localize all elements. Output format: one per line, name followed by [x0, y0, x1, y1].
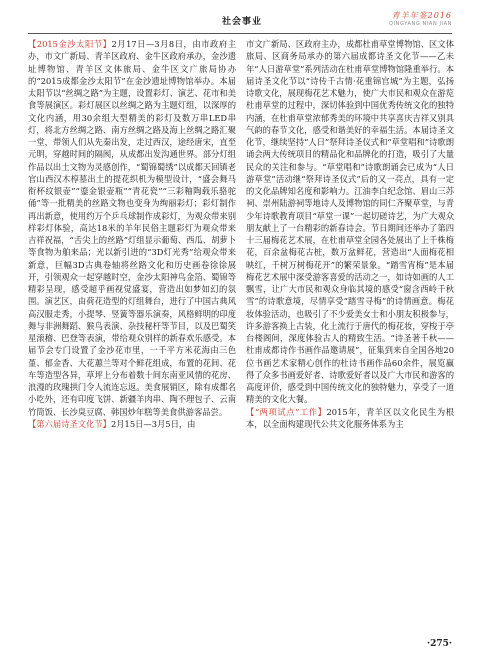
- entry-poet-sage-festival: [28, 418, 236, 430]
- entry-body: 2月17日—3月8日，由市政府主办，市文广新局、青羊区政府、金牛区政府承办，金沙遗址博物馆、青羊区文体旅局、金牛区文广旅局协办的“2015成都金沙太阳节”在金沙遗址博物馆举办。本届太阳节以“丝绸之路”为主题，设置彩灯、演艺、花市和美食等展演区。彩灯展区以丝绸之路为主题灯组，以深厚的文化内涵，用30余组大型精美的彩灯及数万串LED串灯，将北方丝绸之路、南方丝绸之路及海上丝绸之路汇聚一堂，带领人们从先秦出发，走过西汉，途经唐宋，直至元明，穿越时间的隔阂，从成都出发沟通世界。部分灯组作品以出土文物为灵感创作，“蜀锦蜀绣”以成都天回镇老官山西汉木椁墓出土的提花织机为模型设计，“盛会舞马衔杯纹银壶”“鎏金银壶瓶”“青花瓷”“三彩釉陶载乐骆驼俑”等一批精美的丝路文物也变身为绚丽彩灯；彩灯制作再出新意，使用约万个乒乓球制作成彩灯，为观众带来别样彩灯体验，高达18米的羊年民俗主题彩灯为观众带来吉祥祝福，“舌尖上的丝路”灯组显示葡萄、西瓜、胡萝卜等食物为舶来品；光以新引进的“3D灯光秀”给观众带来新意，巨幅3D古典卷轴将丝路文化和历史画卷徐徐展开，引领观众一起穿越时空，金沙太阳神鸟金箔、蜀锦等精彩呈现，感受超乎画视觉盛宴，营造出如梦如幻的氛围。演艺区，由荷花造型的灯组舞台，进行了中国古典风高汉服走秀，小提琴、竖簧等器乐演奏，风格鲜明的印度舞与非洲舞蹈、猴鸟表演、杂技秘杆等节目，以及巴蜀笑星滚稽、巴登等表演，带给观众别样的新春欢乐感受。本届节会专门设置了金沙花市里，一千平方米花海由三色堇、郁金香、大花蕙兰等对个鲜花组成，布置的花间、花车等造型各异，草坪上分布着数十间东南亚风情的花房、浪漫的玫瑰拱门令人流连忘返。美食展销区，除有成都名小吃外，还有印度飞饼、新疆羊肉串、陶不理包子、云南竹筒饭、长沙臭豆腐、韩国炒年糕等美食供游客品尝。: [28, 39, 236, 417]
- header-rule: [28, 33, 452, 34]
- entry-heading: 【2015金沙太阳节】: [28, 39, 112, 49]
- running-yearbook-pinyin: QINGYANG NIAN JIAN: [389, 21, 452, 27]
- entry-two-pilots: [246, 406, 454, 431]
- running-yearbook-title: 青羊年鉴2016: [391, 11, 452, 20]
- right-column: [246, 38, 454, 610]
- page-number: ·275·: [426, 639, 452, 649]
- running-section-title: 社会事业: [221, 17, 262, 27]
- entry-body: 2015年，青羊区以文化民生为根本，以全面构建现代公共文化服务体系为主: [246, 406, 454, 429]
- entry-body: 2月15日—3月5日，由: [110, 418, 196, 429]
- entry-poet-sage-festival-continued: 市文广新局、区政府主办，成都杜甫草堂博物馆、区文体旅局、区商务局承办的第六届成都诗圣文化节——乙未年“人日游草堂”系列活动在杜甫草堂博物馆隆重举行。本届诗圣文化节以“诗传千古情·花重锦官城”为主题，弘扬诗歌文化，展现梅花艺术魅力，使广大市民和观众在游览杜甫草堂的过程中，深切体验到中国优秀传统文化的独特内涵，在杜甫草堂浓郁秀美的环境中共享喜庆吉祥又别具气韵的春节文化，感受和谐美好的幸福生活。本届诗圣文化节，继续坚持“人日”祭拜诗圣仪式和“草堂唱和”诗歌朗诵会两大传统项目的精品化和品牌化的打造，吸引了大量民众的关注和参与。“草堂唱和”诗歌朗诵会已成为“人日游草堂”活动继“祭拜诗圣仪式”后的又一亮点，具有一定的文化品牌知名度和影响力。江油李白纪念馆、眉山三苏祠、崇州陆游祠等地诗人及博物馆的同仁齐聚草堂，与青少年诗歌教育项目“草堂一课”一起切磋诗艺，为广大观众朋友献上了一台精彩的新春诗会。节日期间还举办了第四十三届梅花艺术展，在杜甫草堂全园各处展出了上千株梅花，百余盆梅花古桩，数万盆鲜花，营造出“人面梅花相映红，千树万树梅花开”的繁荣景象。“踏雪宵梅”是本届梅花艺术展中深受游客喜爱的活动之一，如诗如画的人工飘雪，让广大市民和观众身临其境的感受“窗含西岭千秋雪”的诗歌意境，尽情享受“踏雪寻梅”的诗情画意。梅花妆体验活动，也吸引了不少爱美女士和小朋友积极参与，许多游客换上古装，化上流行于唐代的梅花妆，穿梭于亭台楼阁间，深度体验古人的精致生活。“诗圣著千秋——杜甫成都诗作书画作品邀请展”，征集到来自全国各地20位书画艺术家精心创作的杜诗书画作品60余件，展览赢得了众多书画爱好者、诗歌爱好者以及广大市民和游客的高度评价，感受到中国传统文化的独特魅力，享受了一道精美的文化大餐。: [246, 39, 454, 405]
- entry-jinsha-sun-festival: [28, 38, 236, 418]
- entry-heading: 【“两项试点”工作】: [246, 406, 327, 417]
- entry-heading: 【第六届诗圣文化节】: [28, 418, 111, 429]
- left-column: [28, 38, 236, 610]
